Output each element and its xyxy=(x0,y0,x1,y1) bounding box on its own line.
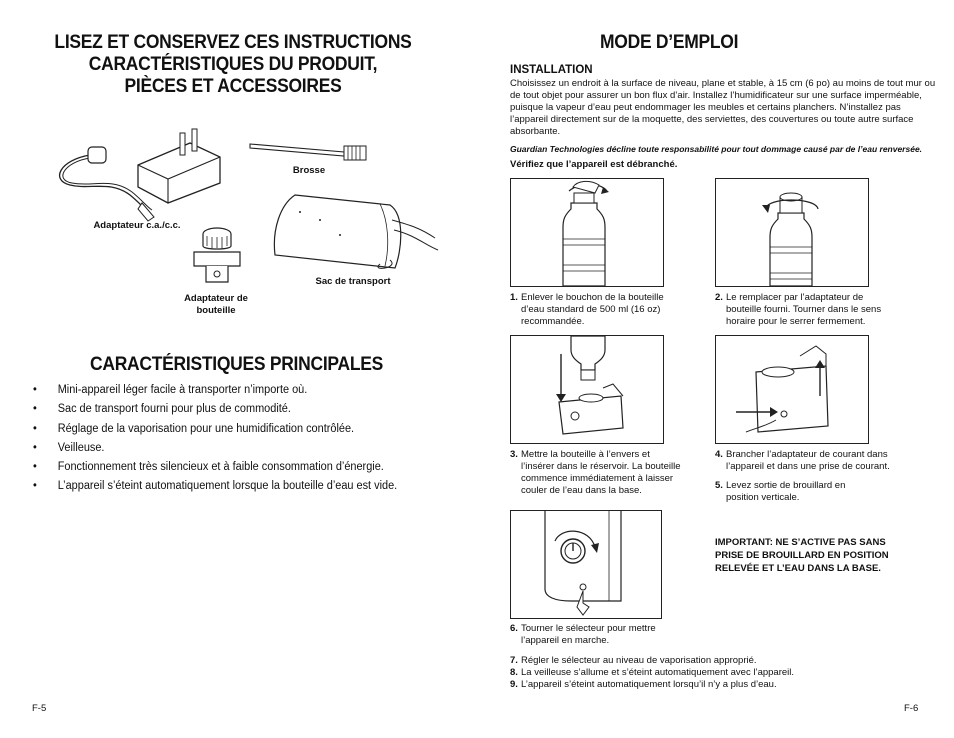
title-line-2: CARACTÉRISTIQUES DU PRODUIT, xyxy=(88,54,378,75)
disclaimer: Guardian Technologies décline toute responsabilité pour tout dommage causé par de l’eau renversée. xyxy=(510,144,923,154)
power-plug-icon xyxy=(716,336,868,443)
step-6: 6. Tourner le sélecteur pour mettre l’appareil en marche. xyxy=(510,623,656,646)
bottle-insert-icon xyxy=(511,336,663,443)
bottle-adapter-twist-icon xyxy=(716,179,868,286)
feature-item: • Mini-appareil léger facile à transporter n’importe où. xyxy=(33,381,432,400)
figure-step-2 xyxy=(715,178,869,287)
installation-text: Choisissez un endroit à la surface de niveau, plane et stable, à 15 cm (6 po) au moins de tout mur ou de tout objet pour assurer un bon flux d’air. Installez l’humidificateur sur une surface imperméable, puisque la vapeur d’eau peut endommager les meubles et certains planchers. N’installez pas l’appareil directement sur de la moquette, des serviettes, des couvertures ou toute autre surface absorbante. xyxy=(510,78,936,137)
brush-illustration xyxy=(248,138,373,164)
step-8: 8. La veilleuse s’allume et s’éteint automatiquement avec l’appareil. xyxy=(510,667,795,678)
feature-item: • Sac de transport fourni pour plus de commodité. xyxy=(33,400,432,419)
figure-step-6 xyxy=(510,510,662,619)
step-9: 9. L’appareil s’éteint automatiquement lorsqu’il n’y a plus d’eau. xyxy=(510,679,777,690)
step-1: 1. Enlever le bouchon de la bouteille d’eau standard de 500 ml (16 oz) recommandée. xyxy=(510,292,664,327)
label-ac-adapter: Adaptateur c.a./c.c. xyxy=(93,220,181,231)
figure-step-1 xyxy=(510,178,664,287)
features-title: CARACTÉRISTIQUES PRINCIPALES xyxy=(90,354,384,375)
installation-heading: INSTALLATION xyxy=(510,64,593,76)
step-7: 7. Régler le sélecteur au niveau de vaporisation approprié. xyxy=(510,655,757,666)
carry-bag-illustration xyxy=(270,190,450,275)
left-title xyxy=(3,32,463,98)
step-5: 5. Levez sortie de brouillard en position verticale. xyxy=(715,480,846,503)
title-line-1: LISEZ ET CONSERVEZ CES INSTRUCTIONS xyxy=(54,32,412,53)
step-2: 2. Le remplacer par l’adaptateur de bouteille fourni. Tourner dans le sens horaire pour le serrer fermement. xyxy=(715,292,882,327)
label-brush: Brosse xyxy=(292,165,326,176)
feature-item: • Veilleuse. xyxy=(33,439,432,458)
step-3: 3. Mettre la bouteille à l’envers et l’insérer dans le réservoir. La bouteille commence immédiatement à laisser couler de l’eau dans la base. xyxy=(510,449,681,496)
title-line-3: PIÈCES ET ACCESSOIRES xyxy=(124,76,342,97)
page-number-right: F-6 xyxy=(904,703,919,714)
feature-item: • Fonctionnement très silencieux et à faible consommation d’énergie. xyxy=(33,458,432,477)
bottle-uncap-icon xyxy=(511,179,663,286)
step-4: 4. Brancher l’adaptateur de courant dans l’appareil et dans une prise de courant. xyxy=(715,449,890,472)
control-knob-icon xyxy=(511,511,661,618)
right-title: MODE D’EMPLOI xyxy=(600,32,739,53)
features-list xyxy=(33,381,453,497)
label-bottle-adapter: Adaptateur de bouteille xyxy=(184,293,248,316)
figure-step-3 xyxy=(510,335,664,444)
ac-adapter-illustration xyxy=(50,125,240,225)
feature-item: • L’appareil s’éteint automatiquement lorsque la bouteille d’eau est vide. xyxy=(33,477,432,496)
check-unplugged: Vérifiez que l’appareil est débranché. xyxy=(510,159,678,170)
bottle-adapter-illustration xyxy=(190,222,245,288)
important-note: IMPORTANT: NE S’ACTIVE PAS SANS PRISE DE BROUILLARD EN POSITION RELEVÉE ET L’EAU DANS LA BASE. xyxy=(715,537,889,574)
feature-item: • Réglage de la vaporisation pour une humidification contrôlée. xyxy=(33,420,432,439)
label-carry-bag: Sac de transport xyxy=(315,276,391,287)
figure-step-4 xyxy=(715,335,869,444)
page-number-left: F-5 xyxy=(32,703,47,714)
